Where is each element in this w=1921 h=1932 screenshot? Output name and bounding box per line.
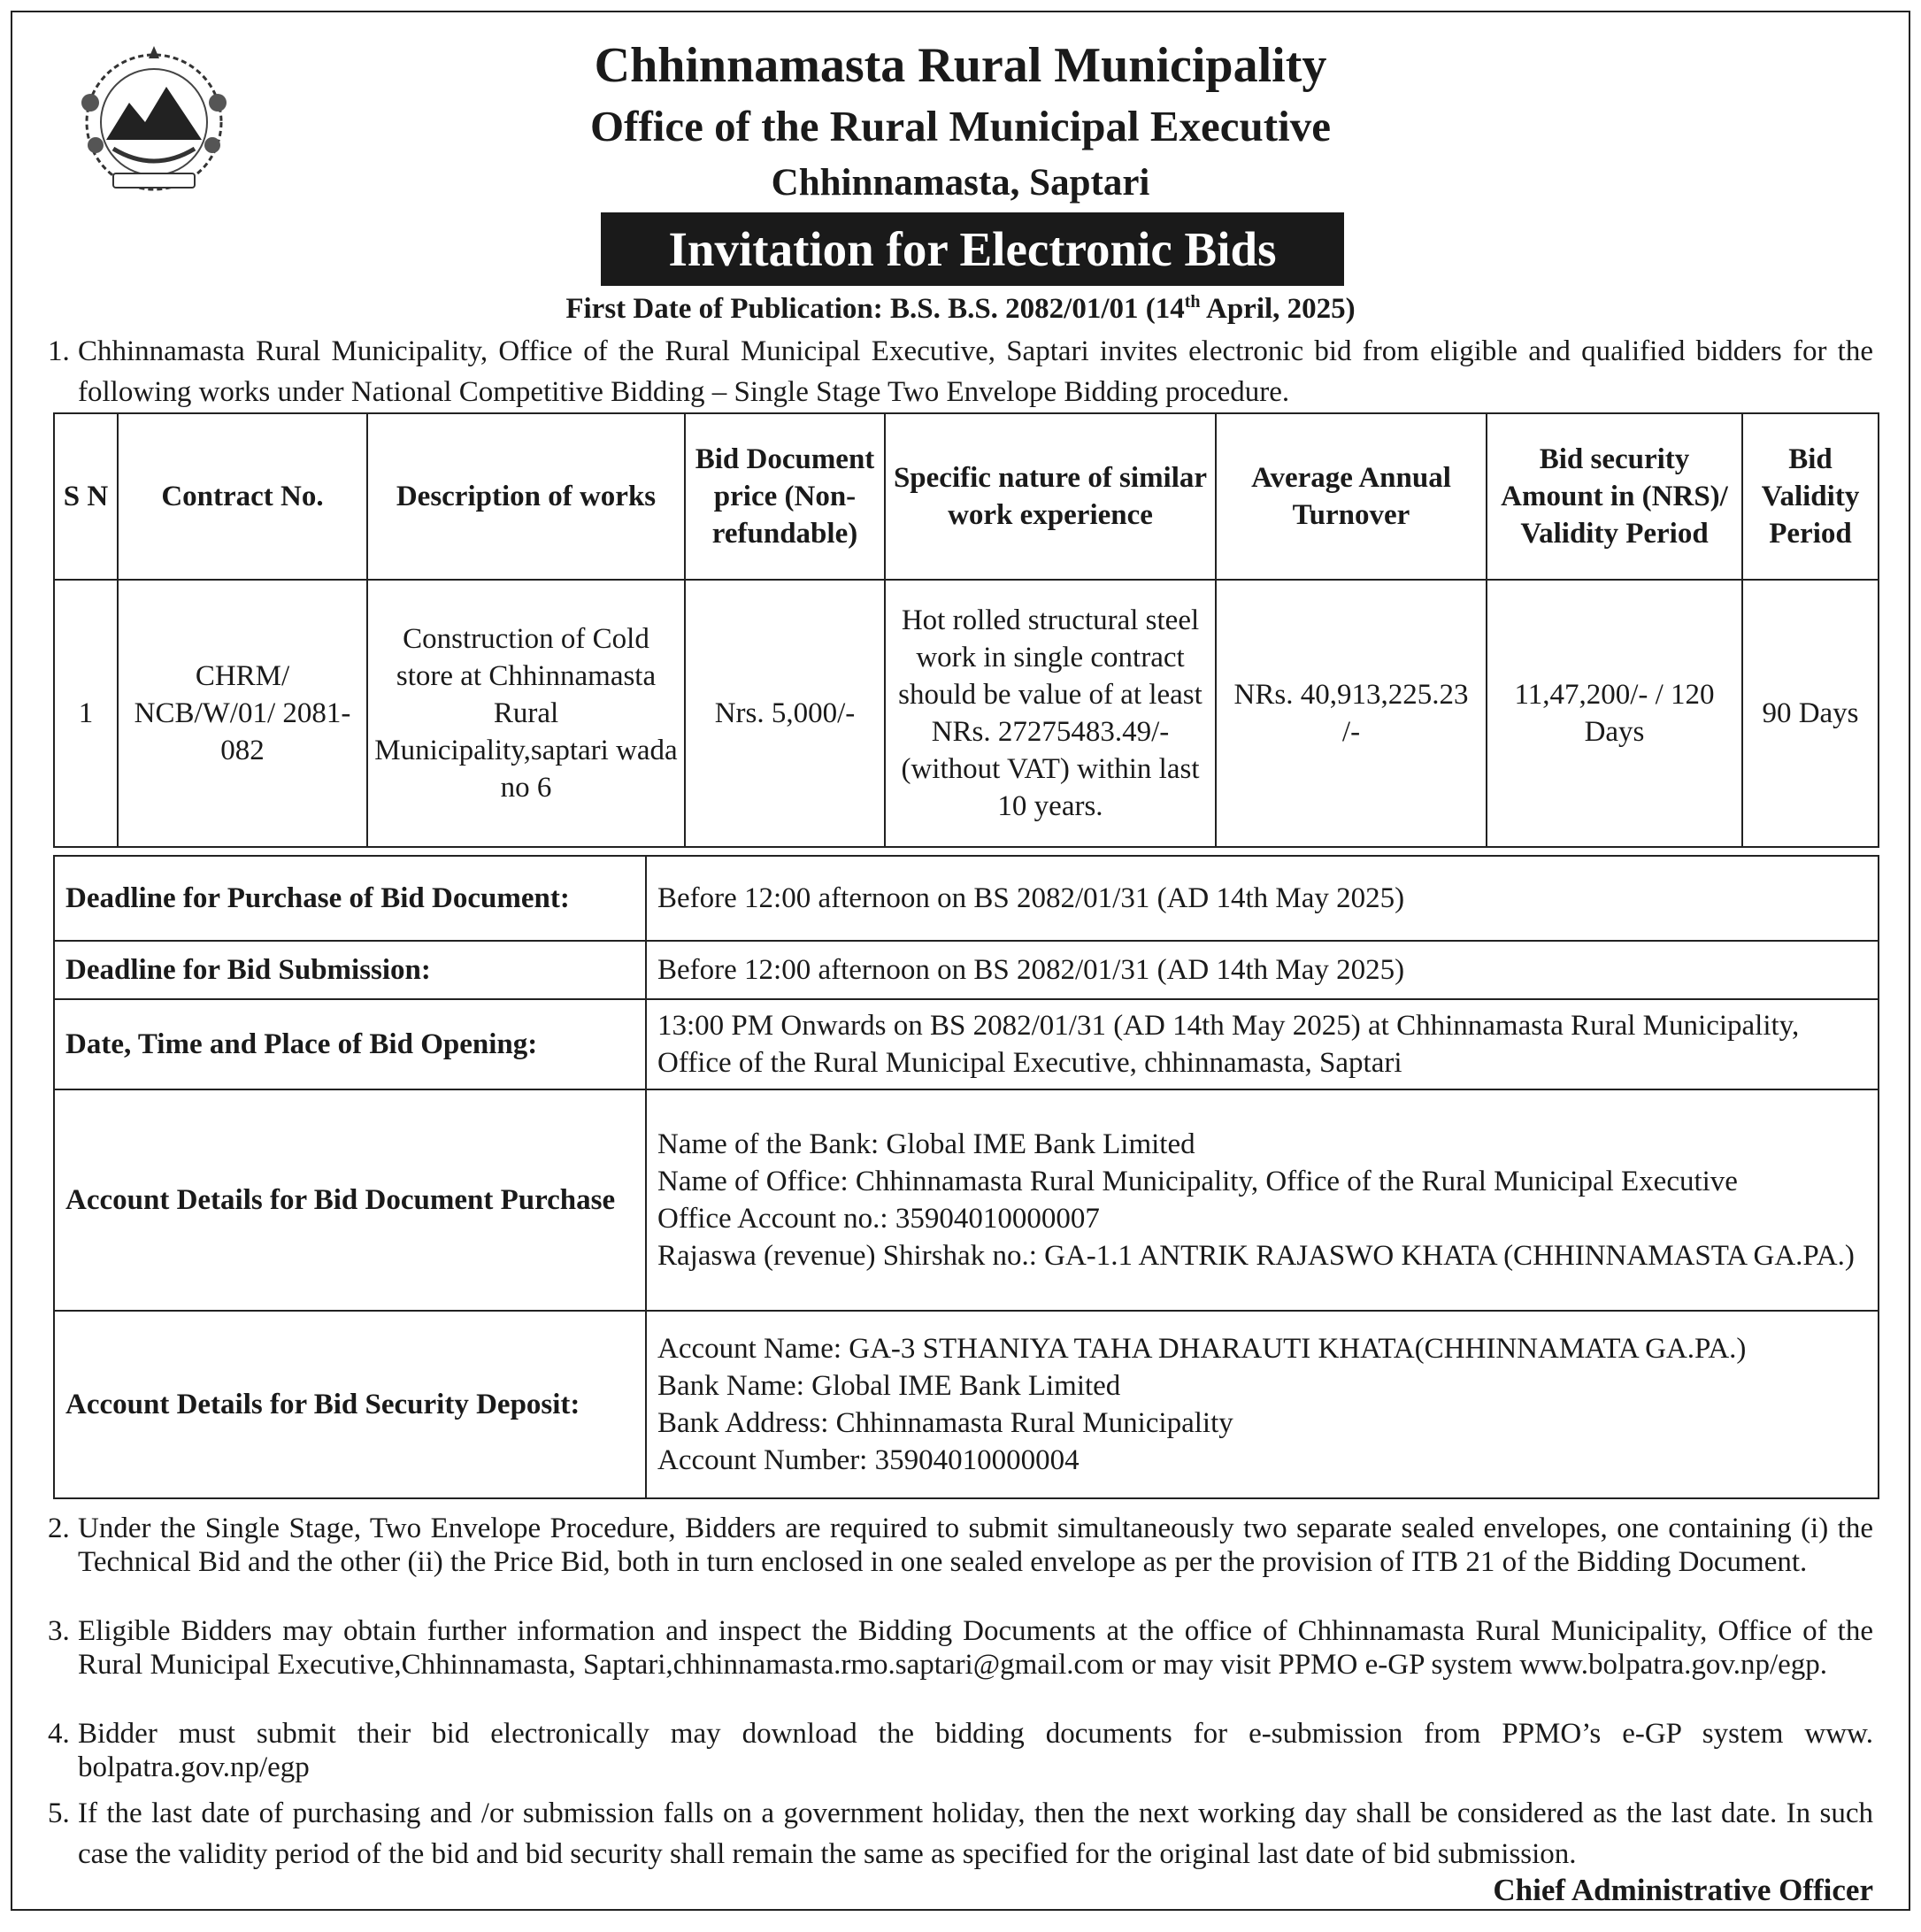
cell-contract: CHRM/ NCB/W/01/ 2081-082 <box>118 580 367 847</box>
purchase-account-line: Name of the Bank: Global IME Bank Limited <box>657 1128 1195 1160</box>
header-validity: Bid Validity Period <box>1742 413 1879 580</box>
submission-deadline-label: Deadline for Bid Submission: <box>54 941 646 999</box>
cell-experience: Hot rolled structural steel work in single contract should be value of at least NRs. 27275483.49/- (without VAT) within last 10 years. <box>885 580 1216 847</box>
header-security: Bid security Amount in (NRS)/ Validity Period <box>1487 413 1742 580</box>
header-turnover: Average Annual Turnover <box>1216 413 1487 580</box>
cell-description: Construction of Cold store at Chhinnamasta Rural Municipality,saptari wada no 6 <box>367 580 685 847</box>
table-row <box>54 999 1879 1089</box>
purchase-account-value <box>646 1089 1879 1311</box>
signature: Chief Administrative Officer <box>1493 1873 1873 1907</box>
cell-security: 11,47,200/- / 120 Days <box>1487 580 1742 847</box>
cell-sn: 1 <box>54 580 118 847</box>
purchase-account-line: Rajaswa (revenue) Shirshak no.: GA-1.1 ANTRIK RAJASWO KHATA (CHHINNAMASTA GA.PA.) <box>657 1240 1855 1272</box>
paragraph-3: 3. Eligible Bidders may obtain further information and inspect the Bidding Documents at the office of Chhinnamasta Rural Municipality, Office of the Rural Municipal Executive,Chhinnamasta, Saptari,chhinnamasta.rmo.saptari@gmail.com or may visit PPMO e-GP system www.bolpatra.gov.np/egp. <box>48 1615 1873 1681</box>
header-experience: Specific nature of similar work experience <box>885 413 1216 580</box>
paragraph-1: 1. Chhinnamasta Rural Municipality, Office of the Rural Municipal Executive, Saptari invites electronic bid from eligible and qualified bidders for the following works under National Competitive Bidding – Single Stage Two Envelope Bidding procedure. <box>48 335 1873 408</box>
notice-page <box>11 11 1910 1911</box>
security-account-line: Bank Name: Global IME Bank Limited <box>657 1370 1121 1402</box>
header-contract: Contract No. <box>118 413 367 580</box>
security-account-line: Account Name: GA-3 STHANIYA TAHA DHARAUTI KHATA(CHHINNAMATA GA.PA.) <box>657 1333 1747 1365</box>
details-table <box>53 855 1879 1499</box>
header-sn: S N <box>54 413 118 580</box>
submission-deadline-value: Before 12:00 afternoon on BS 2082/01/31 (AD 14th May 2025) <box>646 941 1879 999</box>
purchase-account-line: Name of Office: Chhinnamasta Rural Municipality, Office of the Rural Municipal Executive <box>657 1166 1738 1197</box>
table-row <box>54 941 1879 999</box>
security-account-value <box>646 1311 1879 1498</box>
table-row <box>54 1089 1879 1311</box>
invitation-banner: Invitation for Electronic Bids <box>601 212 1344 286</box>
publication-date: First Date of Publication: B.S. B.S. 2082/01/01 (14th April, 2025) <box>565 292 1356 325</box>
paragraph-4: 4. Bidder must submit their bid electronically may download the bidding documents for e-submission from PPMO’s e-GP system www. bolpatra.gov.np/egp <box>48 1718 1873 1783</box>
bid-opening-label: Date, Time and Place of Bid Opening: <box>54 999 646 1089</box>
security-account-label: Account Details for Bid Security Deposit: <box>54 1311 646 1498</box>
cell-turnover: NRs. 40,913,225.23 /- <box>1216 580 1487 847</box>
paragraph-2: 2. Under the Single Stage, Two Envelope Procedure, Bidders are required to submit simultaneously two separate sealed envelopes, one containing (i) the Technical Bid and the other (ii) the Price Bid, both in turn enclosed in one sealed envelope as per the provision of ITB 21 of the Bidding Document. <box>48 1513 1873 1578</box>
security-account-line: Bank Address: Chhinnamasta Rural Municipality <box>657 1407 1233 1439</box>
security-account-line: Account Number: 35904010000004 <box>657 1444 1080 1476</box>
purchase-account-label: Account Details for Bid Document Purchase <box>54 1089 646 1311</box>
purchase-deadline-label: Deadline for Purchase of Bid Document: <box>54 856 646 941</box>
header-price: Bid Document price (Non-refundable) <box>685 413 885 580</box>
office-title: Office of the Rural Municipal Executive <box>590 102 1331 150</box>
table-row <box>54 856 1879 941</box>
municipality-title: Chhinnamasta Rural Municipality <box>594 38 1327 93</box>
location-title: Chhinnamasta, Saptari <box>771 162 1150 204</box>
table-row <box>54 580 1879 847</box>
cell-validity: 90 Days <box>1742 580 1879 847</box>
table-row <box>54 1311 1879 1498</box>
purchase-account-line: Office Account no.: 35904010000007 <box>657 1203 1100 1235</box>
bid-table-header <box>54 413 1879 580</box>
header-description: Description of works <box>367 413 685 580</box>
cell-price: Nrs. 5,000/- <box>685 580 885 847</box>
paragraph-5: 5. If the last date of purchasing and /or submission falls on a government holiday, then the next working day shall be considered as the last date. In such case the validity period of the bid and bid security shall remain the same as specified for the original last date of bid submission. <box>48 1797 1873 1870</box>
purchase-deadline-value: Before 12:00 afternoon on BS 2082/01/31 (AD 14th May 2025) <box>646 856 1879 941</box>
bid-opening-value: 13:00 PM Onwards on BS 2082/01/31 (AD 14th May 2025) at Chhinnamasta Rural Municipality, Office of the Rural Municipal Executive, chhinnamasta, Saptari <box>646 999 1879 1089</box>
bid-table <box>53 412 1879 848</box>
